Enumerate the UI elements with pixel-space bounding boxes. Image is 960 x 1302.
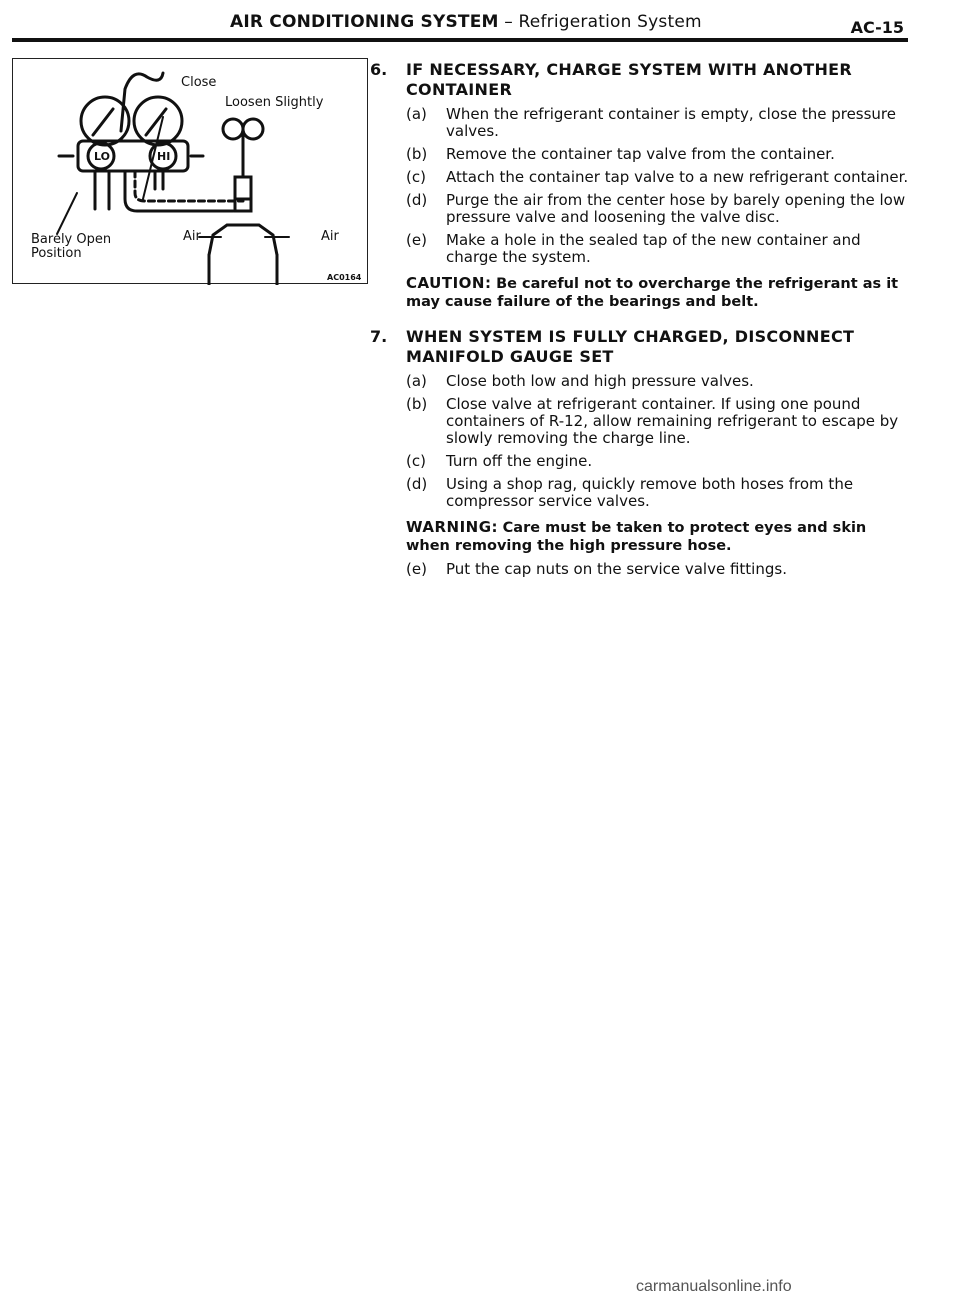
item-text: Close valve at refrigerant container. If using one pound containers of R-12, allow remaining refrigerant to escape by slowly removing the charge line. (446, 395, 899, 447)
step-title: IF NECESSARY, CHARGE SYSTEM WITH ANOTHER CONTAINER (406, 60, 853, 99)
item-letter: (e) (406, 231, 427, 249)
lo-gauge-label: LO (94, 150, 110, 163)
step-item (406, 561, 912, 578)
caution-note (406, 274, 912, 311)
warning-label: WARNING: (406, 518, 499, 536)
air-right-label: Air (321, 229, 339, 244)
item-text: Remove the container tap valve from the container. (446, 145, 835, 163)
procedure-steps (370, 60, 912, 594)
hi-gauge-label: HI (157, 150, 171, 163)
step-item (406, 453, 912, 470)
item-letter: (e) (406, 560, 427, 578)
item-letter: (b) (406, 395, 428, 413)
step-item (406, 192, 912, 226)
item-text: Using a shop rag, quickly remove both hoses from the compressor service valves. (446, 475, 854, 510)
step-item (406, 146, 912, 163)
step-number: 7. (370, 327, 388, 346)
page-title (230, 12, 702, 32)
item-text: Make a hole in the sealed tap of the new container and charge the system. (446, 231, 861, 266)
figure-code: AC0164 (327, 273, 362, 282)
step-item (406, 396, 912, 447)
item-letter: (a) (406, 372, 427, 390)
warning-text: Care must be taken to protect eyes and skin when removing the high pressure hose. (406, 520, 867, 554)
warning-note (406, 518, 912, 555)
step-6 (370, 60, 912, 311)
section-title: AIR CONDITIONING SYSTEM (230, 12, 499, 32)
watermark: carmanualsonline.info (636, 1278, 792, 1295)
barely-open-leader-line (57, 193, 77, 234)
step-item (406, 373, 912, 390)
subsection-title: – Refrigeration System (498, 12, 702, 32)
caution-text: Be careful not to overcharge the refrigerant as it may cause failure of the bearings and belt. (406, 276, 899, 310)
step-item (406, 232, 912, 266)
item-letter: (c) (406, 452, 426, 470)
loosen-slightly-label: Loosen Slightly (225, 95, 324, 110)
item-text: Attach the container tap valve to a new refrigerant container. (446, 168, 909, 186)
refrigerant-can (209, 225, 277, 255)
page-number: AC-15 (850, 18, 904, 37)
item-text: Put the cap nuts on the service valve fittings. (446, 560, 787, 578)
item-letter: (c) (406, 168, 426, 186)
caution-label: CAUTION: (406, 274, 492, 292)
item-letter: (b) (406, 145, 428, 163)
item-text: Turn off the engine. (446, 452, 593, 470)
step-title: WHEN SYSTEM IS FULLY CHARGED, DISCONNECT MANIFOLD GAUGE SET (406, 327, 855, 366)
item-text: When the refrigerant container is empty, close the pressure valves. (446, 105, 896, 140)
step-item (406, 476, 912, 510)
step-item (406, 169, 912, 186)
air-left-label: Air (183, 229, 201, 244)
step-7 (370, 327, 912, 578)
manifold-gauge-figure (12, 58, 368, 284)
step-number: 6. (370, 60, 388, 79)
position-label: Position (31, 246, 82, 261)
item-text: Purge the air from the center hose by barely opening the low pressure valve and loosening the valve disc. (446, 191, 906, 226)
item-letter: (d) (406, 191, 428, 209)
close-label: Close (181, 75, 217, 90)
item-text: Close both low and high pressure valves. (446, 372, 754, 390)
header-rule (12, 38, 908, 42)
barely-open-label: Barely Open (31, 232, 112, 247)
page-header (12, 8, 908, 40)
step-item (406, 106, 912, 140)
item-letter: (d) (406, 475, 428, 493)
item-letter: (a) (406, 105, 427, 123)
